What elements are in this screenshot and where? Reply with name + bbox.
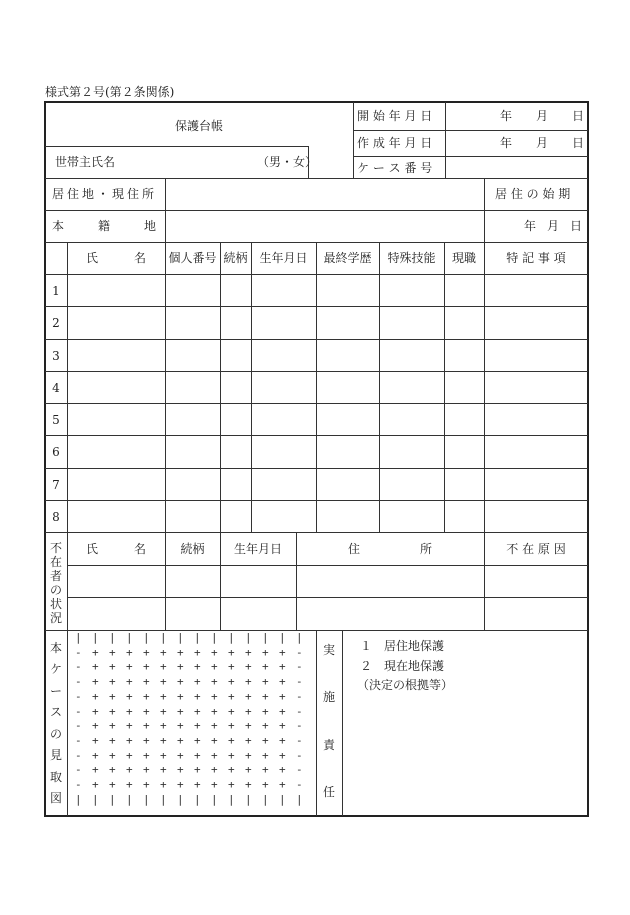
grid-mark: +: [262, 704, 269, 718]
grid-mark: +: [262, 778, 269, 791]
grid-mark: -: [75, 645, 82, 659]
grid-mark: +: [92, 689, 99, 703]
grid-mark: +: [228, 763, 235, 777]
grid-mark: +: [262, 733, 269, 747]
grid-mark: |: [177, 792, 184, 806]
grid-mark: +: [211, 763, 218, 777]
responsibility-option: ２ 現在地保護: [360, 659, 445, 673]
grid-mark: +: [211, 645, 218, 659]
grid-mark: +: [211, 778, 218, 791]
grid-mark: +: [143, 733, 150, 747]
grid-mark: +: [126, 719, 133, 733]
grid-mark: +: [228, 748, 235, 762]
sketch-grid[interactable]: [70, 633, 314, 813]
grid-mark: +: [92, 748, 99, 762]
grid-mark: |: [143, 631, 150, 644]
header-remarks: 特 記 事 項: [506, 251, 566, 265]
grid-mark: +: [126, 704, 133, 718]
grid-mark: |: [194, 631, 201, 644]
grid-mark: +: [160, 675, 167, 689]
grid-mark: +: [160, 645, 167, 659]
grid-mark: +: [245, 689, 252, 703]
grid-mark: +: [160, 733, 167, 747]
grid-mark: +: [92, 733, 99, 747]
grid-mark: |: [279, 792, 286, 806]
grid-mark: -: [75, 675, 82, 689]
grid-mark: -: [75, 660, 82, 674]
grid-mark: +: [211, 748, 218, 762]
grid-mark: +: [228, 660, 235, 674]
grid-mark: |: [228, 792, 235, 806]
responsibility-option: １ 居住地保護: [360, 639, 445, 653]
header-personal-number: 個人番号: [168, 251, 217, 265]
household-head-label: 世帯主氏名: [55, 155, 116, 169]
grid-mark: +: [262, 748, 269, 762]
grid-mark: +: [194, 778, 201, 791]
grid-mark: +: [177, 763, 184, 777]
grid-mark: +: [245, 763, 252, 777]
responsibility-label: 実 施 責 任: [322, 643, 335, 799]
grid-mark: +: [109, 660, 116, 674]
grid-mark: +: [109, 704, 116, 718]
created-date-label: 作 成 年 月 日: [357, 136, 433, 150]
grid-mark: +: [92, 675, 99, 689]
grid-mark: -: [296, 763, 303, 777]
grid-mark: |: [177, 631, 184, 644]
grid-mark: +: [126, 689, 133, 703]
grid-mark: +: [177, 719, 184, 733]
grid-mark: +: [109, 733, 116, 747]
created-year-unit: 年: [500, 136, 513, 150]
header-relationship: 続柄: [223, 251, 248, 265]
grid-mark: +: [160, 763, 167, 777]
grid-mark: |: [228, 631, 235, 644]
residence-label: 居住地・現住所: [52, 187, 158, 201]
grid-mark: +: [211, 675, 218, 689]
grid-mark: +: [143, 778, 150, 791]
grid-mark: +: [92, 763, 99, 777]
grid-mark: +: [92, 778, 99, 791]
grid-mark: |: [211, 631, 218, 644]
grid-mark: |: [126, 792, 133, 806]
grid-mark: +: [279, 645, 286, 659]
grid-mark: +: [194, 645, 201, 659]
case-number-label: ケ ー ス 番 号: [357, 161, 433, 175]
created-day-unit: 日: [572, 136, 585, 150]
grid-mark: +: [160, 778, 167, 791]
grid-mark: +: [262, 645, 269, 659]
grid-mark: |: [211, 792, 218, 806]
grid-mark: +: [279, 719, 286, 733]
grid-mark: +: [279, 733, 286, 747]
grid-mark: -: [75, 778, 82, 791]
grid-mark: -: [75, 763, 82, 777]
grid-mark: +: [143, 719, 150, 733]
grid-mark: |: [245, 792, 252, 806]
grid-mark: +: [245, 778, 252, 791]
header-name: 氏 名: [85, 251, 146, 265]
grid-mark: -: [75, 733, 82, 747]
grid-mark: +: [143, 704, 150, 718]
grid-mark: +: [109, 778, 116, 791]
grid-mark: +: [126, 748, 133, 762]
table-row-number: 1: [52, 284, 60, 298]
grid-mark: +: [143, 675, 150, 689]
grid-mark: +: [177, 704, 184, 718]
grid-mark: +: [279, 763, 286, 777]
created-month-unit: 月: [536, 136, 549, 150]
start-month-unit: 月: [536, 109, 549, 123]
grid-mark: |: [296, 631, 303, 644]
start-date-label: 開 始 年 月 日: [357, 109, 433, 123]
absent-header-birthdate: 生年月日: [233, 542, 282, 556]
grid-mark: +: [92, 660, 99, 674]
absent-header-relationship: 続柄: [180, 542, 205, 556]
grid-mark: |: [143, 792, 150, 806]
grid-mark: +: [109, 675, 116, 689]
residence-month-unit: 月: [547, 219, 560, 233]
grid-mark: |: [126, 631, 133, 644]
grid-mark: |: [296, 792, 303, 806]
grid-mark: +: [228, 645, 235, 659]
grid-mark: +: [211, 689, 218, 703]
grid-mark: +: [228, 704, 235, 718]
grid-mark: +: [211, 733, 218, 747]
grid-mark: +: [126, 778, 133, 791]
grid-mark: -: [75, 689, 82, 703]
grid-mark: +: [211, 704, 218, 718]
grid-mark: +: [262, 660, 269, 674]
grid-mark: +: [245, 675, 252, 689]
grid-mark: -: [296, 660, 303, 674]
grid-mark: -: [296, 704, 303, 718]
grid-mark: +: [228, 733, 235, 747]
grid-mark: |: [262, 792, 269, 806]
grid-mark: +: [211, 719, 218, 733]
table-row-number: 3: [52, 349, 60, 363]
grid-mark: +: [126, 660, 133, 674]
grid-mark: +: [279, 704, 286, 718]
grid-mark: |: [279, 631, 286, 644]
grid-mark: +: [194, 733, 201, 747]
grid-mark: +: [194, 748, 201, 762]
grid-mark: +: [92, 645, 99, 659]
grid-mark: +: [245, 660, 252, 674]
grid-mark: |: [92, 792, 99, 806]
absent-side-label: 不 在 者 の 状 況: [49, 541, 62, 625]
grid-mark: -: [75, 704, 82, 718]
grid-mark: |: [160, 631, 167, 644]
grid-mark: +: [194, 689, 201, 703]
header-education: 最終学歴: [323, 251, 372, 265]
grid-mark: +: [177, 689, 184, 703]
grid-mark: +: [279, 660, 286, 674]
grid-mark: +: [245, 719, 252, 733]
grid-mark: +: [109, 748, 116, 762]
grid-mark: +: [245, 733, 252, 747]
grid-mark: +: [194, 719, 201, 733]
absent-header-address: 住 所: [347, 542, 432, 556]
grid-mark: |: [109, 792, 116, 806]
residence-day-unit: 日: [570, 219, 583, 233]
grid-mark: +: [245, 748, 252, 762]
grid-mark: +: [160, 689, 167, 703]
grid-mark: +: [160, 660, 167, 674]
grid-mark: |: [194, 792, 201, 806]
grid-mark: +: [177, 748, 184, 762]
grid-mark: +: [194, 704, 201, 718]
grid-mark: +: [126, 645, 133, 659]
grid-mark: +: [177, 660, 184, 674]
grid-mark: +: [177, 675, 184, 689]
grid-mark: -: [296, 675, 303, 689]
grid-mark: +: [143, 763, 150, 777]
grid-mark: +: [109, 645, 116, 659]
grid-mark: +: [143, 645, 150, 659]
header-skills: 特殊技能: [387, 251, 436, 265]
absent-header-reason: 不 在 原 因: [506, 542, 566, 556]
header-birthdate: 生年月日: [259, 251, 308, 265]
grid-mark: +: [228, 689, 235, 703]
grid-mark: -: [296, 733, 303, 747]
page-title: 保護台帳: [175, 119, 224, 133]
grid-mark: -: [296, 719, 303, 733]
grid-mark: +: [279, 689, 286, 703]
grid-mark: +: [160, 748, 167, 762]
grid-mark: |: [245, 631, 252, 644]
grid-mark: +: [143, 660, 150, 674]
grid-mark: +: [279, 675, 286, 689]
grid-mark: +: [143, 748, 150, 762]
grid-mark: +: [92, 719, 99, 733]
grid-mark: +: [228, 719, 235, 733]
grid-mark: +: [109, 763, 116, 777]
grid-mark: +: [194, 660, 201, 674]
grid-mark: -: [296, 748, 303, 762]
grid-mark: |: [75, 792, 82, 806]
start-year-unit: 年: [500, 109, 513, 123]
residence-start-label: 居 住 の 始 期: [495, 187, 571, 201]
grid-mark: -: [75, 719, 82, 733]
decision-basis-note: （決定の根拠等）: [357, 678, 454, 692]
grid-mark: +: [245, 704, 252, 718]
domicile-label: 本籍地: [52, 219, 191, 233]
grid-mark: +: [160, 719, 167, 733]
grid-mark: +: [262, 689, 269, 703]
grid-mark: |: [160, 792, 167, 806]
grid-mark: +: [211, 660, 218, 674]
grid-mark: +: [126, 675, 133, 689]
table-row-number: 4: [52, 381, 60, 395]
grid-mark: +: [177, 733, 184, 747]
grid-mark: +: [194, 763, 201, 777]
grid-mark: +: [245, 645, 252, 659]
grid-mark: -: [75, 748, 82, 762]
grid-mark: -: [296, 778, 303, 791]
grid-mark: +: [177, 645, 184, 659]
grid-mark: +: [228, 778, 235, 791]
grid-mark: +: [126, 733, 133, 747]
grid-mark: -: [296, 645, 303, 659]
grid-mark: +: [92, 704, 99, 718]
case-sketch-side-label: 本 ケ ー ス の 見 取 図: [49, 641, 62, 805]
grid-mark: |: [92, 631, 99, 644]
grid-mark: +: [126, 763, 133, 777]
grid-mark: +: [228, 675, 235, 689]
grid-mark: +: [194, 675, 201, 689]
grid-mark: +: [262, 675, 269, 689]
grid-mark: +: [160, 704, 167, 718]
grid-mark: -: [296, 689, 303, 703]
grid-mark: |: [75, 631, 82, 644]
grid-mark: +: [109, 719, 116, 733]
start-day-unit: 日: [572, 109, 585, 123]
grid-mark: |: [109, 631, 116, 644]
grid-mark: +: [143, 689, 150, 703]
grid-mark: +: [262, 719, 269, 733]
table-row-number: 5: [52, 413, 60, 427]
table-row-number: 2: [52, 316, 60, 330]
grid-mark: +: [262, 763, 269, 777]
grid-mark: +: [279, 748, 286, 762]
grid-mark: |: [262, 631, 269, 644]
header-occupation: 現職: [451, 251, 476, 265]
grid-mark: +: [177, 778, 184, 791]
sex-label: （男・女）: [257, 155, 318, 169]
table-row-number: 6: [52, 445, 60, 459]
grid-mark: +: [109, 689, 116, 703]
grid-mark: +: [279, 778, 286, 791]
form-identifier: 様式第２号(第２条関係): [45, 85, 175, 99]
residence-year-unit: 年: [524, 219, 537, 233]
absent-header-name: 氏 名: [85, 542, 146, 556]
table-row-number: 8: [52, 510, 60, 524]
table-row-number: 7: [52, 478, 60, 492]
